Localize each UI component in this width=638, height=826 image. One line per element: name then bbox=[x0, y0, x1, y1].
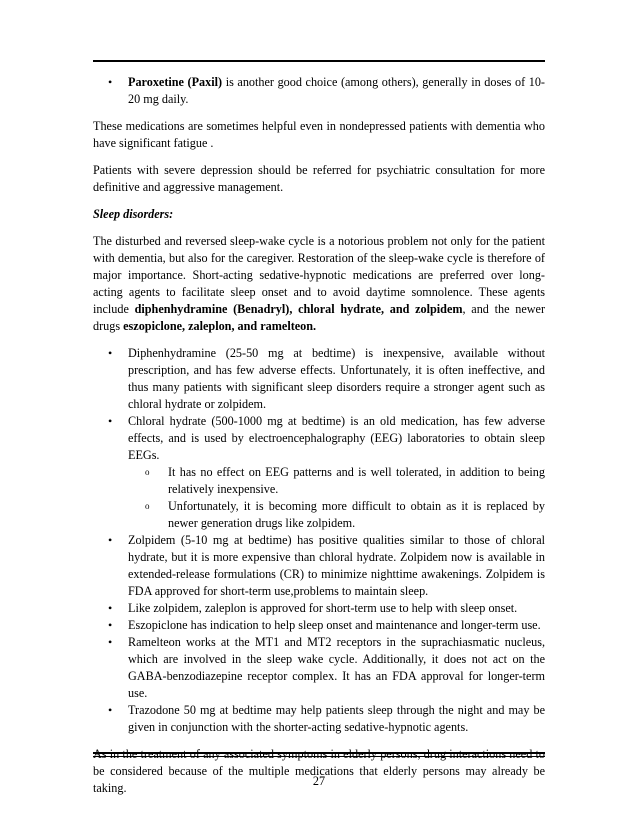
sublist-item: o It has no effect on EEG patterns and is well tolerated, in addition to being relatively inexpensive. bbox=[128, 464, 545, 498]
section-heading-sleep-disorders: Sleep disorders: bbox=[93, 207, 174, 221]
page-content bbox=[93, 74, 545, 807]
top-bullet-list bbox=[93, 74, 545, 108]
drug-name: Paroxetine (Paxil) bbox=[128, 75, 223, 89]
list-item-diphenhydramine: • Diphenhydramine (25-50 mg at bedtime) is inexpensive, available without prescription, and has few adverse effects. Unfortunately, it is often ineffective, and thus many patients with significant sleep disorders require a stronger agent such as chloral hydrate or zolpidem. bbox=[93, 345, 545, 413]
bullet-text: is another good choice (among others), generally in doses of 10-20 mg daily. bbox=[128, 75, 545, 106]
list-item-trazodone: • Trazodone 50 mg at bedtime may help patients sleep through the night and may be given in conjunction with the shorter-acting sedative-hypnotic agents. bbox=[93, 702, 545, 736]
sublist-item: o Unfortunately, it is becoming more difficult to obtain as it is replaced by newer generation drugs like zolpidem. bbox=[128, 498, 545, 532]
intro-text: , and the newer drugs bbox=[93, 302, 546, 333]
paragraph-closing: As in the treatment of any associated symptoms in elderly persons, drug interactions need to be considered because of the multiple medications that elderly persons may already be taking. bbox=[93, 747, 545, 795]
list-item-paroxetine bbox=[93, 74, 545, 108]
sleep-drug-list bbox=[93, 345, 545, 736]
list-item-zolpidem: • Zolpidem (5-10 mg at bedtime) has positive qualities similar to those of chloral hydrate, but it is more expensive than chloral hydrate. Zolpidem now is available in extended-release formulations (CR) to minimize nighttime awakenings. Zolpidem is FDA approved for short-term use,problems to maintain sleep. bbox=[93, 532, 545, 600]
footer-rule bbox=[93, 752, 545, 757]
intro-drugs-bold: diphenhydramine (Benadryl), chloral hydrate, and zolpidem bbox=[134, 302, 463, 316]
intro-text: The disturbed and reversed sleep-wake cycle is a notorious problem not only for the patient with dementia, but also for the caregiver. Restoration of the sleep-wake cycle is therefore of major importance. Short-acting sedative-hypnotic medications are preferred over long-acting agents to facilitate sleep onset and to avoid daytime somnolence. These agents include bbox=[93, 234, 545, 316]
paragraph-sleep-intro bbox=[93, 233, 545, 335]
header-rule bbox=[93, 60, 545, 62]
page-number: 27 bbox=[312, 774, 326, 788]
list-item-chloral-hydrate bbox=[93, 413, 545, 532]
list-item-eszopiclone: • Eszopiclone has indication to help sleep onset and maintenance and longer-term use. bbox=[93, 617, 545, 634]
list-item-ramelteon: • Ramelteon works at the MT1 and MT2 receptors in the suprachiasmatic nucleus, which are involved in the sleep wake cycle. Additionally, it does not act on the GABA-benzodiazepine receptor complex. It has an FDA approval for longer-term use. bbox=[93, 634, 545, 702]
paragraph-nondepressed: These medications are sometimes helpful even in nondepressed patients with dementia who have significant fatigue . bbox=[93, 119, 545, 150]
paragraph-severe-depression: Patients with severe depression should be referred for psychiatric consultation for more definitive and aggressive management. bbox=[93, 163, 545, 194]
bullet-text: Chloral hydrate (500-1000 mg at bedtime) is an old medication, has few adverse effects, and is used by electroencephalography (EEG) laboratories to obtain sleep EEGs. bbox=[128, 414, 545, 462]
chloral-sublist bbox=[128, 464, 545, 532]
list-item-zaleplon: • Like zolpidem, zaleplon is approved for short-term use to help with sleep onset. bbox=[93, 600, 545, 617]
intro-newer-drugs-bold: eszopiclone, zaleplon, and ramelteon. bbox=[123, 319, 317, 333]
